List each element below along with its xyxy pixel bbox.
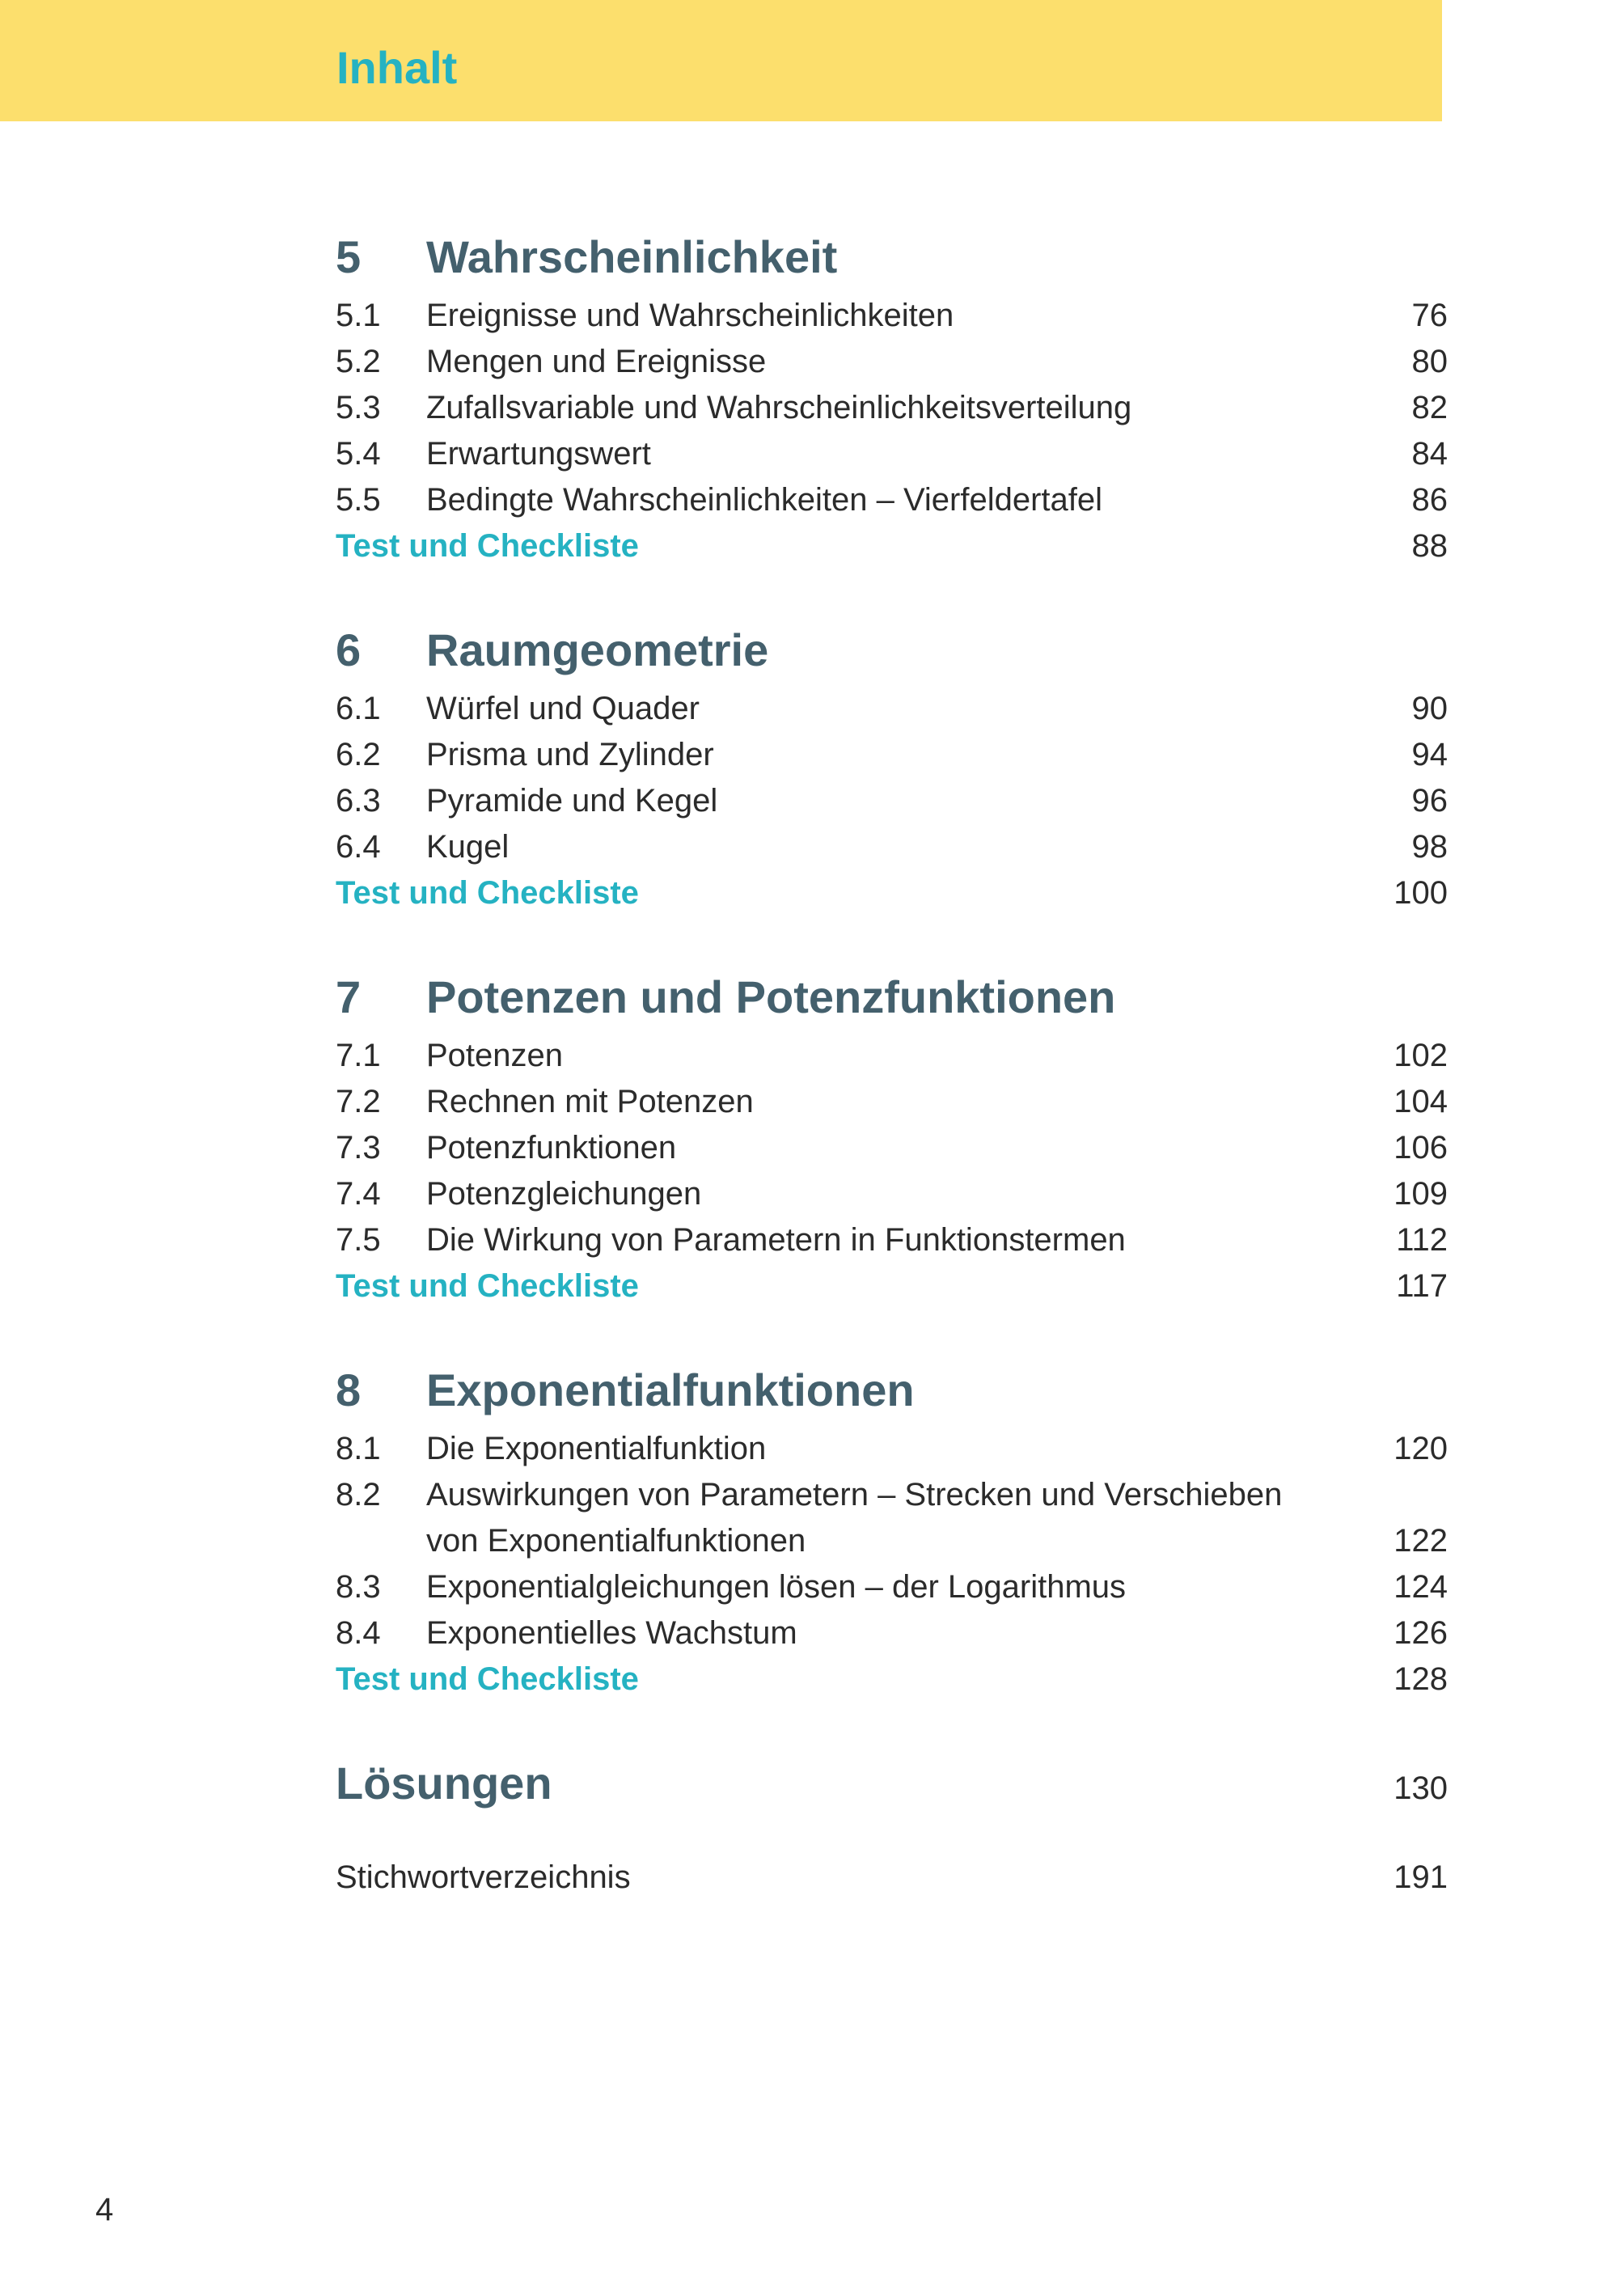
section-number: 8 [336, 1364, 362, 1415]
back-matter-page: 130 [1394, 1771, 1448, 1806]
table-of-contents [336, 233, 1448, 1901]
entry-number: 7.1 [336, 1038, 381, 1073]
entry-page: 122 [1394, 1523, 1448, 1559]
section-heading [336, 973, 1448, 1022]
test-checkliste-row [336, 870, 1448, 916]
toc-entry [336, 477, 1448, 523]
back-matter-row [336, 1759, 1448, 1808]
header-band [0, 0, 1442, 121]
section-title: Raumgeometrie [426, 624, 769, 675]
section-number: 5 [336, 231, 362, 282]
entry-page: 104 [1394, 1084, 1448, 1119]
toc-entry [336, 1610, 1448, 1656]
entry-label: Die Exponentialfunktion [426, 1431, 767, 1466]
entry-label: Auswirkungen von Parametern – Strecken und Verschieben [426, 1477, 1283, 1512]
entry-label: Pyramide und Kegel [426, 783, 718, 819]
page-title: Inhalt [336, 42, 458, 93]
entry-page: 80 [1411, 344, 1448, 379]
toc-entry [336, 1125, 1448, 1171]
toc-entry [336, 1171, 1448, 1217]
toc-entry [336, 431, 1448, 477]
section-title: Exponentialfunktionen [426, 1364, 915, 1415]
entry-page: 82 [1411, 390, 1448, 425]
toc-entry [336, 1518, 1448, 1564]
test-checkliste-row [336, 1263, 1448, 1309]
entry-page: 84 [1411, 436, 1448, 472]
entry-page: 126 [1394, 1615, 1448, 1651]
entry-number: 5.3 [336, 390, 381, 425]
entry-label: Potenzgleichungen [426, 1176, 702, 1212]
entry-number: 6.3 [336, 783, 381, 819]
toc-section [336, 626, 1448, 916]
entry-number: 6.2 [336, 737, 381, 772]
entry-label: Bedingte Wahrscheinlichkeiten – Vierfeldertafel [426, 482, 1103, 518]
entry-page: 124 [1394, 1569, 1448, 1605]
toc-entry [336, 1079, 1448, 1125]
entry-number: 8.2 [336, 1477, 381, 1512]
toc-entry [336, 339, 1448, 385]
entry-number: 6.4 [336, 829, 381, 865]
toc-entry [336, 824, 1448, 870]
entry-number: 8.4 [336, 1615, 381, 1651]
entry-page: 96 [1411, 783, 1448, 819]
entry-number: 5.4 [336, 436, 381, 472]
entry-label: von Exponentialfunktionen [426, 1523, 806, 1559]
back-matter-label: Lösungen [336, 1758, 552, 1809]
entry-page: 76 [1411, 298, 1448, 333]
test-checkliste-label: Test und Checkliste [336, 875, 639, 911]
toc-entry [336, 1426, 1448, 1472]
entry-number: 5.1 [336, 298, 381, 333]
entry-page: 88 [1411, 528, 1448, 564]
entry-label: Würfel und Quader [426, 691, 700, 726]
toc-entry [336, 1217, 1448, 1263]
toc-entry [336, 293, 1448, 339]
entry-page: 94 [1411, 737, 1448, 772]
test-checkliste-row [336, 523, 1448, 569]
toc-entry [336, 732, 1448, 778]
entry-label: Mengen und Ereignisse [426, 344, 767, 379]
entry-number: 7.4 [336, 1176, 381, 1212]
section-title: Wahrscheinlichkeit [426, 231, 838, 282]
entry-label: Zufallsvariable und Wahrscheinlichkeitsverteilung [426, 390, 1132, 425]
entry-page: 86 [1411, 482, 1448, 518]
toc-entry [336, 1033, 1448, 1079]
section-number: 6 [336, 624, 362, 675]
entry-page: 102 [1394, 1038, 1448, 1073]
entry-page: 109 [1394, 1176, 1448, 1212]
test-checkliste-label: Test und Checkliste [336, 1661, 639, 1697]
entry-label: Erwartungswert [426, 436, 651, 472]
entry-number: 6.1 [336, 691, 381, 726]
entry-number: 5.2 [336, 344, 381, 379]
test-checkliste-label: Test und Checkliste [336, 528, 639, 564]
entry-number: 7.5 [336, 1222, 381, 1258]
toc-entry [336, 778, 1448, 824]
entry-number: 5.5 [336, 482, 381, 518]
entry-number: 8.3 [336, 1569, 381, 1605]
toc-entry [336, 1472, 1448, 1518]
entry-label: Prisma und Zylinder [426, 737, 714, 772]
section-heading [336, 233, 1448, 281]
toc-entry [336, 385, 1448, 431]
toc-section [336, 233, 1448, 569]
toc-entry [336, 686, 1448, 732]
entry-number: 7.2 [336, 1084, 381, 1119]
entry-label: Potenzen [426, 1038, 564, 1073]
entry-number: 8.1 [336, 1431, 381, 1466]
section-title: Potenzen und Potenzfunktionen [426, 971, 1116, 1022]
back-matter-label: Stichwortverzeichnis [336, 1859, 631, 1895]
back-matter-page: 191 [1394, 1859, 1448, 1895]
entry-label: Potenzfunktionen [426, 1130, 677, 1166]
entry-page: 120 [1394, 1431, 1448, 1466]
toc-section [336, 973, 1448, 1309]
entry-page: 128 [1394, 1661, 1448, 1697]
entry-page: 112 [1396, 1222, 1448, 1258]
toc-entry [336, 1564, 1448, 1610]
entry-label: Exponentialgleichungen lösen – der Logarithmus [426, 1569, 1127, 1605]
section-heading [336, 1366, 1448, 1415]
entry-label: Exponentielles Wachstum [426, 1615, 797, 1651]
entry-page: 106 [1394, 1130, 1448, 1166]
section-number: 7 [336, 971, 362, 1022]
entry-label: Rechnen mit Potenzen [426, 1084, 754, 1119]
toc-section [336, 1366, 1448, 1703]
entry-number: 7.3 [336, 1130, 381, 1166]
test-checkliste-row [336, 1656, 1448, 1703]
section-heading [336, 626, 1448, 675]
entry-label: Kugel [426, 829, 510, 865]
entry-page: 100 [1394, 875, 1448, 911]
test-checkliste-label: Test und Checkliste [336, 1268, 639, 1304]
entry-page: 117 [1396, 1268, 1448, 1304]
page-number: 4 [95, 2192, 114, 2227]
entry-label: Ereignisse und Wahrscheinlichkeiten [426, 298, 954, 333]
entry-page: 98 [1411, 829, 1448, 865]
entry-label: Die Wirkung von Parametern in Funktionstermen [426, 1222, 1126, 1258]
back-matter-row [336, 1855, 1448, 1901]
entry-page: 90 [1411, 691, 1448, 726]
